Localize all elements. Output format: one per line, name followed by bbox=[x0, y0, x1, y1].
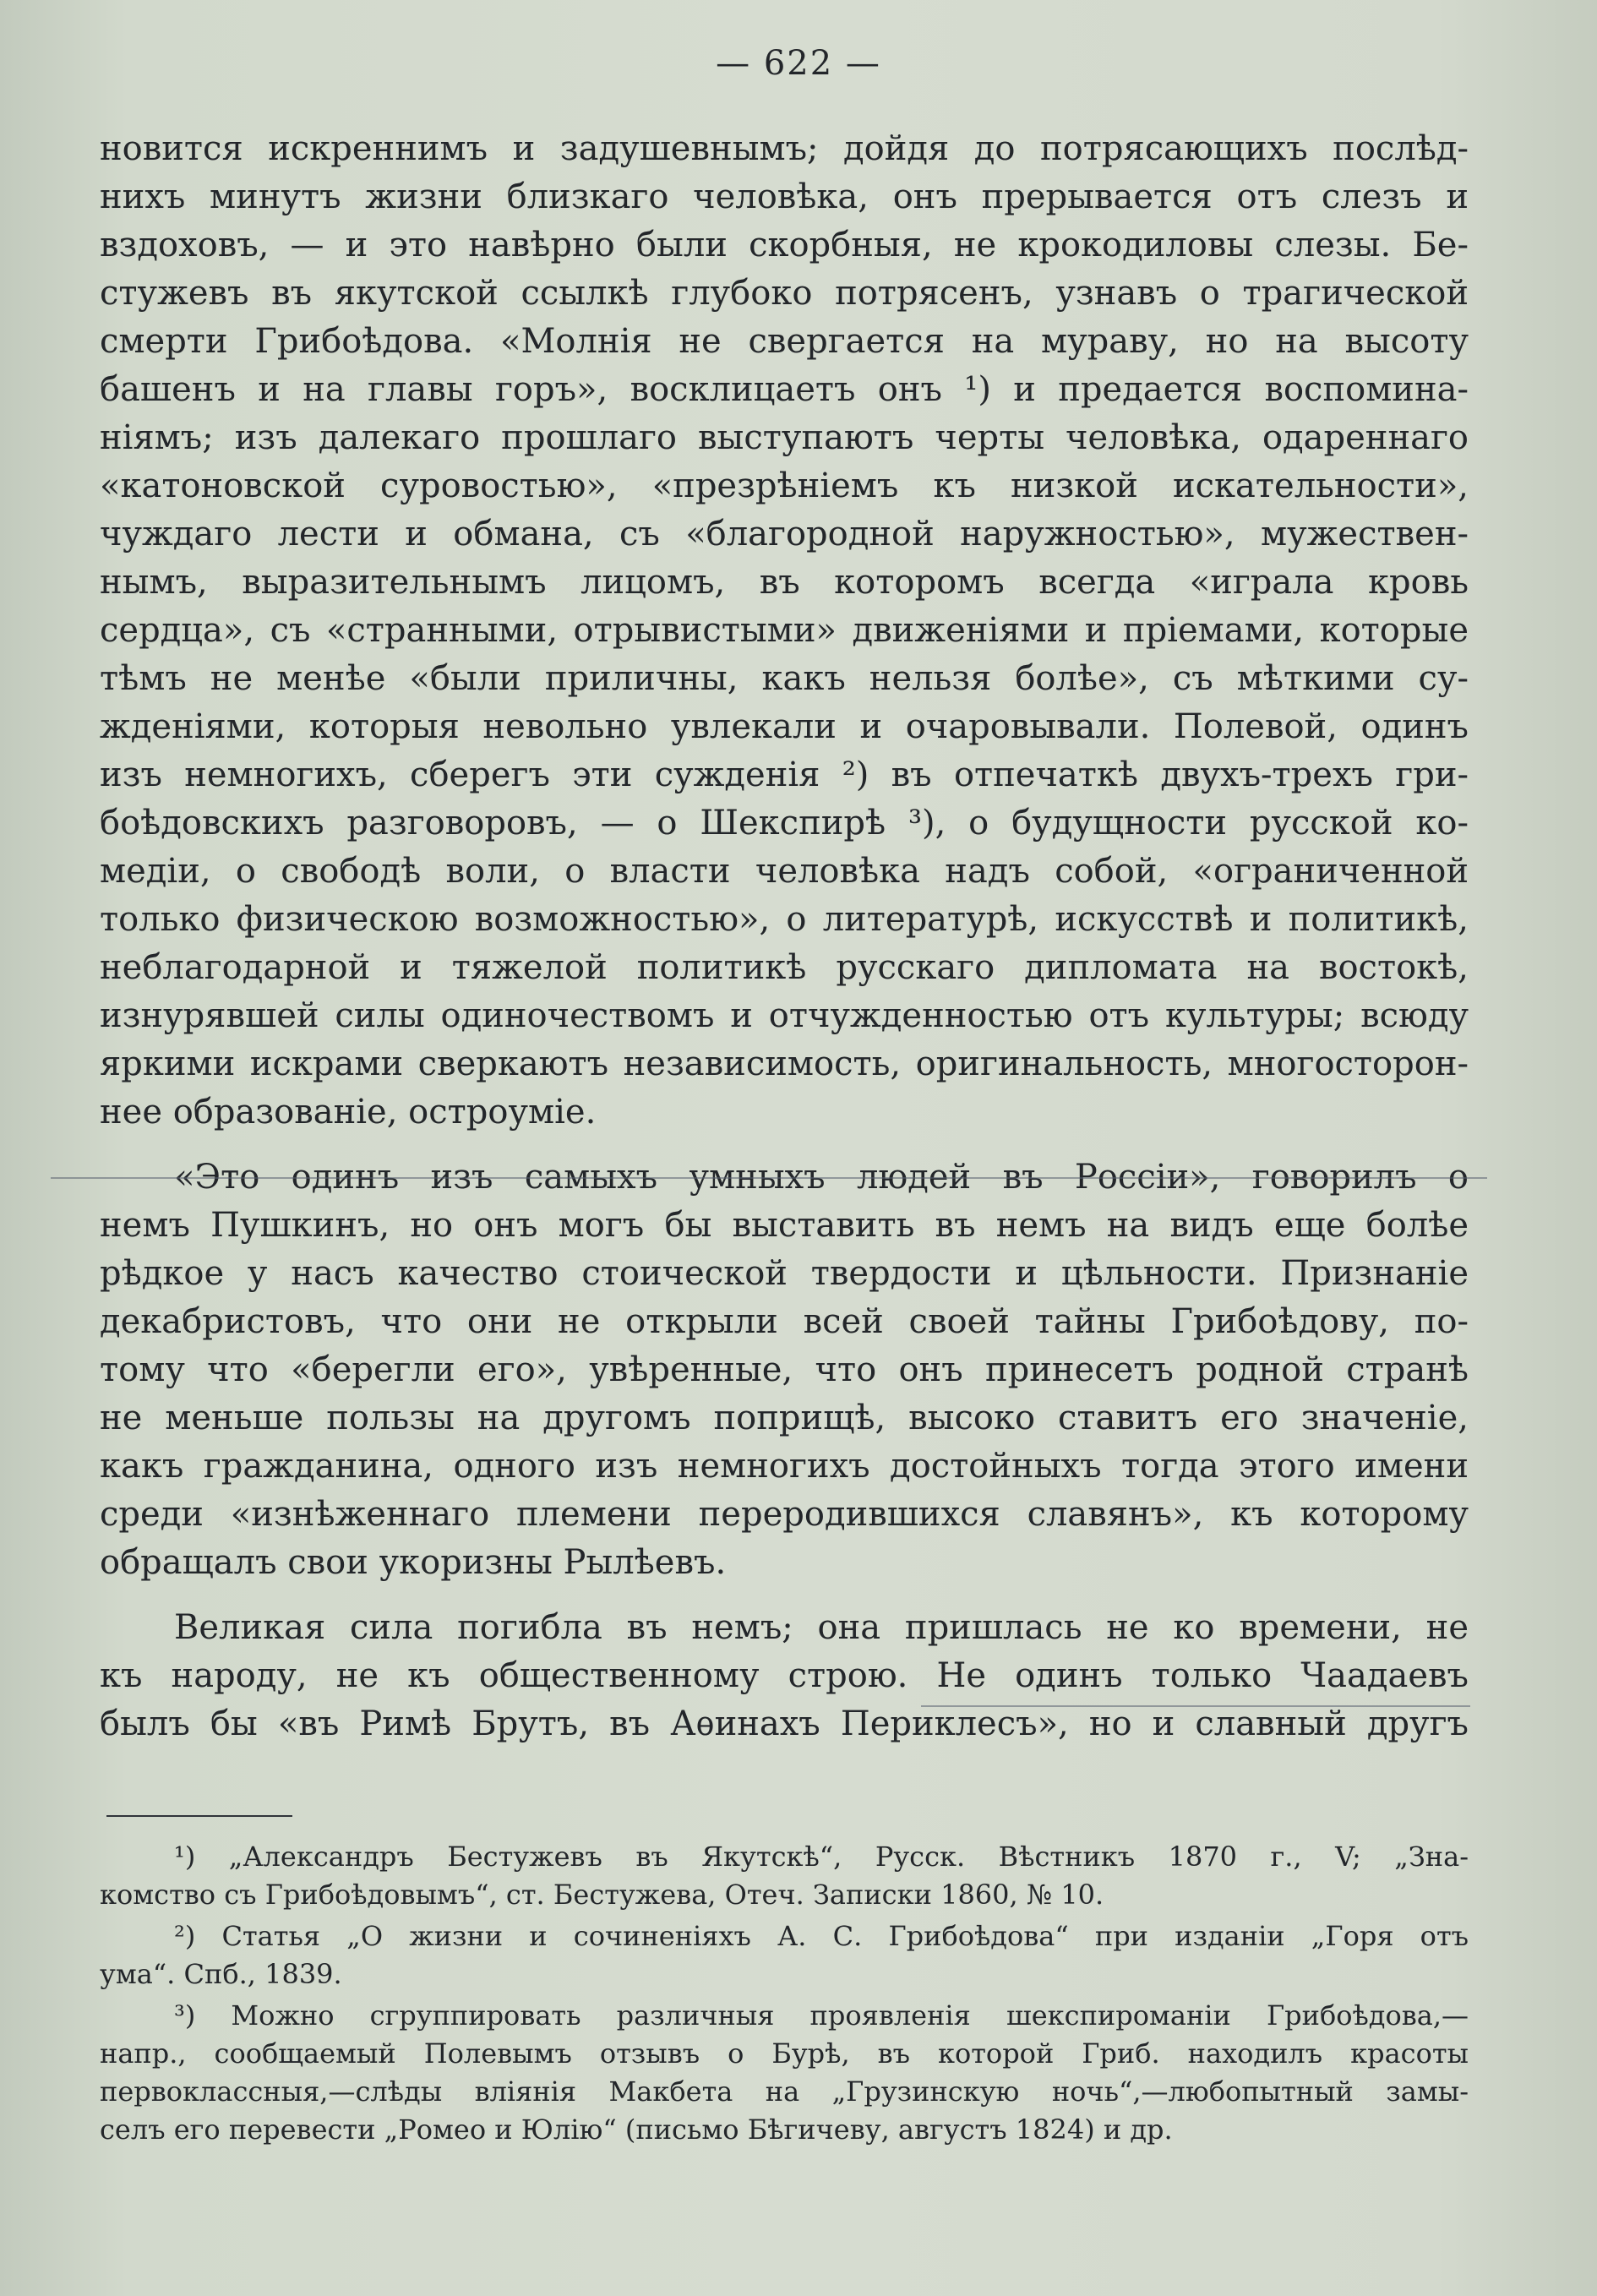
text-line: медіи, о свободѣ воли, о власти человѣка надъ собой, «ограниченной bbox=[100, 852, 1469, 891]
text-line: декабристовъ, что они не открыли всей своей тайны Грибоѣдову, по- bbox=[100, 1302, 1469, 1341]
text-line: изнурявшей силы одиночествомъ и отчужденностью отъ культуры; всюду bbox=[100, 996, 1469, 1035]
footnote-line: селъ его перевести „Ромео и Юлію“ (письмо Бѣгичеву, августъ 1824) и др. bbox=[100, 2113, 1173, 2146]
text-line: рѣдкое у насъ качество стоической твердости и цѣльности. Признаніе bbox=[100, 1254, 1469, 1293]
text-line: нымъ, выразительнымъ лицомъ, въ которомъ всегда «играла кровь bbox=[100, 563, 1469, 602]
text-line: «катоновской суровостью», «презрѣніемъ къ низкой искательности», bbox=[100, 466, 1469, 505]
text-line: какъ гражданина, одного изъ немногихъ достойныхъ тогда этого имени bbox=[100, 1447, 1469, 1486]
footnote-line: ³) Можно сгруппировать различныя проявленія шекспироманіи Грибоѣдова,— bbox=[174, 1999, 1469, 2031]
text-line: тѣмъ не менѣе «были приличны, какъ нельзя болѣе», съ мѣткими су- bbox=[100, 659, 1469, 698]
text-line: не меньше пользы на другомъ поприщѣ, высоко ставитъ его значеніе, bbox=[100, 1399, 1469, 1437]
text-line: немъ Пушкинъ, но онъ могъ бы выставить въ немъ на видъ еще болѣе bbox=[100, 1206, 1469, 1245]
text-line: Великая сила погибла въ немъ; она пришлась не ко времени, не bbox=[174, 1608, 1469, 1647]
pencil-underline bbox=[921, 1705, 1470, 1707]
text-line: вздоховъ, — и это навѣрно были скорбныя, не крокодиловы слезы. Бе- bbox=[100, 226, 1469, 265]
text-line: только физическою возможностью», о литературѣ, искусствѣ и политикѣ, bbox=[100, 900, 1469, 939]
footnote-line: комство съ Грибоѣдовымъ“, ст. Бестужева, Отеч. Записки 1860, № 10. bbox=[100, 1879, 1104, 1911]
text-line: боѣдовскихъ разговоровъ, — о Шекспирѣ ³), о будущности русской ко- bbox=[100, 804, 1469, 843]
page-number: — 622 — bbox=[716, 44, 881, 83]
footnote-line: первоклассныя,—слѣды вліянія Макбета на „Грузинскую ночь“,—любопытный замы- bbox=[100, 2075, 1469, 2108]
pencil-underline bbox=[51, 1177, 1487, 1179]
footnote-line: ¹) „Александръ Бестужевъ въ Якутскѣ“, Русск. Вѣстникъ 1870 г., V; „Зна- bbox=[174, 1841, 1469, 1873]
footnotes bbox=[100, 1838, 1469, 2149]
main-text bbox=[100, 125, 1469, 1748]
text-line: ніямъ; изъ далекаго прошлаго выступаютъ черты человѣка, одареннаго bbox=[100, 418, 1469, 457]
text-line: стужевъ въ якутской ссылкѣ глубоко потрясенъ, узнавъ о трагической bbox=[100, 274, 1469, 313]
footnote-line: ²) Статья „О жизни и сочиненіяхъ А. С. Грибоѣдова“ при изданіи „Горя отъ bbox=[174, 1920, 1469, 1952]
text-line: башенъ и на главы горъ», восклицаетъ онъ ¹) и предается воспомина- bbox=[100, 370, 1469, 409]
text-line: обращалъ свои укоризны Рылѣевъ. bbox=[100, 1543, 727, 1582]
text-line: былъ бы «въ Римѣ Брутъ, въ Аѳинахъ Периклесъ», но и славный другъ bbox=[100, 1704, 1469, 1743]
text-line: сердца», съ «странными, отрывистыми» движеніями и пріемами, которые bbox=[100, 611, 1469, 650]
text-line: неблагодарной и тяжелой политикѣ русскаго дипломата на востокѣ, bbox=[100, 948, 1469, 987]
text-line: новится искреннимъ и задушевнымъ; дойдя до потрясающихъ послѣд- bbox=[100, 129, 1469, 168]
text-line: изъ немногихъ, сберегъ эти сужденія ²) въ отпечаткѣ двухъ-трехъ гри- bbox=[100, 755, 1469, 794]
text-line: среди «изнѣженнаго племени переродившихся славянъ», къ которому bbox=[100, 1495, 1469, 1534]
footnote-separator bbox=[106, 1815, 292, 1817]
text-line: жденіями, которыя невольно увлекали и очаровывали. Полевой, одинъ bbox=[100, 707, 1469, 746]
footnote-line: ума“. Спб., 1839. bbox=[100, 1958, 342, 1990]
text-line: нее образованіе, остроуміе. bbox=[100, 1093, 597, 1132]
text-line: яркими искрами сверкаютъ независимость, оригинальность, многосторон- bbox=[100, 1044, 1469, 1083]
text-line: смерти Грибоѣдова. «Молнія не свергается на мураву, но на высоту bbox=[100, 322, 1469, 361]
text-line: чуждаго лести и обмана, съ «благородной наружностью», мужествен- bbox=[100, 515, 1469, 554]
footnote-line: напр., сообщаемый Полевымъ отзывъ о Бурѣ, въ которой Гриб. находилъ красоты bbox=[100, 2037, 1469, 2070]
text-line: «Это одинъ изъ самыхъ умныхъ людей въ Россіи», говорилъ о bbox=[174, 1158, 1469, 1197]
text-line: къ народу, не къ общественному строю. Не одинъ только Чаадаевъ bbox=[100, 1656, 1469, 1695]
text-line: тому что «берегли его», увѣренные, что онъ принесетъ родной странѣ bbox=[100, 1350, 1469, 1389]
text-line: нихъ минутъ жизни близкаго человѣка, онъ прерывается отъ слезъ и bbox=[100, 177, 1469, 216]
